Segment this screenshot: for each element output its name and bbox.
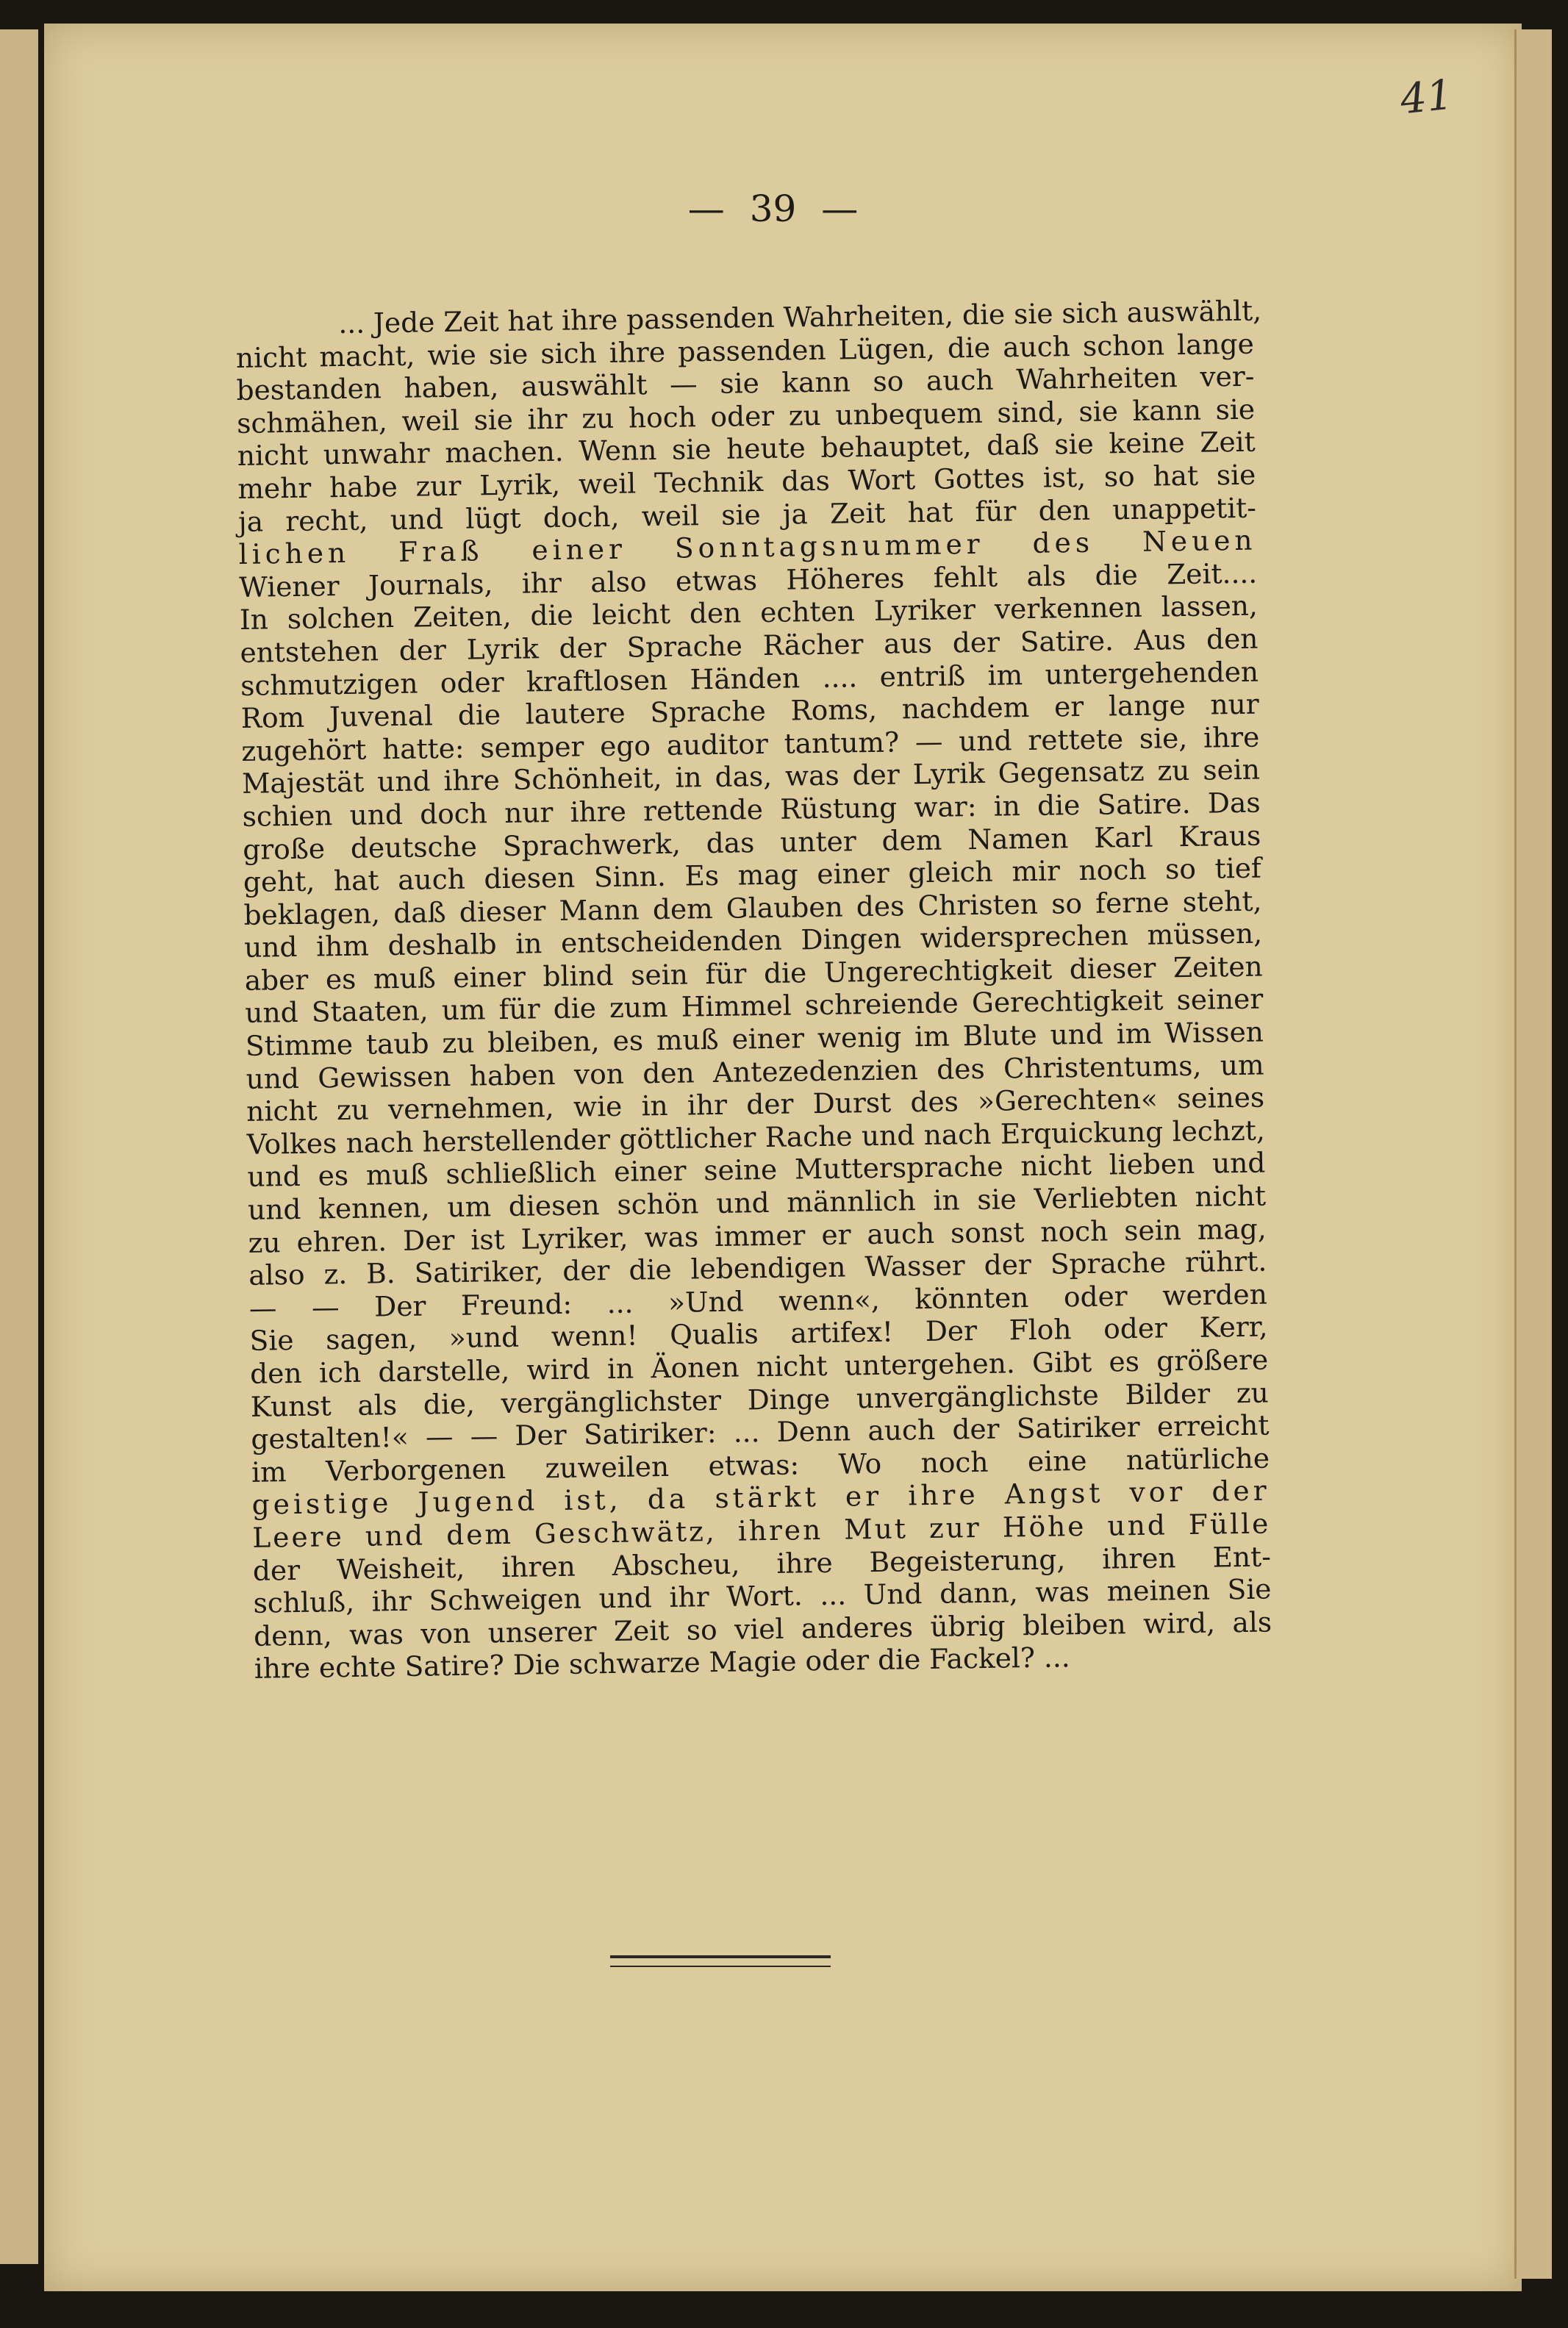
text-line: mehr habe zur Lyrik, weil Technik das Wort Gottes ist, so hat sie: [237, 458, 1256, 505]
text-line: aber es muß einer blind sein für die Ungerechtigkeit dieser Zeiten: [244, 950, 1263, 997]
text-line: im Verborgenen zuweilen etwas: Wo noch eine natürliche: [251, 1441, 1270, 1489]
text-line: Volkes nach herstellender göttlicher Rache und nach Erquickung lechzt,: [246, 1114, 1266, 1161]
text-line: In solchen Zeiten, die leicht den echten Lyriker verkennen lassen,: [239, 589, 1259, 637]
text-line: beklagen, daß dieser Mann dem Glauben des Christen so ferne steht,: [243, 884, 1262, 931]
text-line: ja recht, und lügt doch, weil sie ja Zeit hat für den unappetit-: [237, 491, 1257, 538]
text-line: zu ehren. Der ist Lyriker, was immer er auch sonst noch sein mag,: [248, 1212, 1267, 1259]
text-line: und Gewissen haben von den Antezedenzien des Christentums, um: [246, 1048, 1264, 1095]
text-line: gestalten!« — — Der Satiriker: ... Denn auch der Satiriker erreicht: [251, 1408, 1270, 1456]
text-line: Sie sagen, »und wenn! Qualis artifex! Der Floh oder Kerr,: [249, 1310, 1268, 1358]
page-number-dash-right: —: [821, 187, 859, 230]
text-line: und kennen, um diesen schön und männlich in sie Verliebten nicht: [247, 1179, 1267, 1226]
text-line: lichen Fraß einer Sonntagsnummer des Neuen: [238, 523, 1257, 571]
text-line: bestanden haben, auswählt — sie kann so auch Wahrheiten ver-: [236, 359, 1255, 407]
text-line: nicht zu vernehmen, wie in ihr der Durst des »Gerechten« seines: [246, 1081, 1265, 1128]
text-line: Rom Juvenal die lautere Sprache Roms, nachdem er lange nur: [240, 687, 1259, 735]
text-line: schmutzigen oder kraftlosen Händen .... entriß im untergehenden: [240, 655, 1259, 702]
text-line: denn, was von unserer Zeit so viel anderes übrig bleiben wird, als: [253, 1605, 1272, 1652]
text-line: entstehen der Lyrik der Sprache Rächer aus der Satire. Aus den: [240, 622, 1259, 669]
text-line: geht, hat auch diesen Sinn. Es mag einer gleich mir noch so tief: [243, 851, 1262, 899]
text-line: nicht unwahr machen. Wenn sie heute behauptet, daß sie keine Zeit: [237, 426, 1256, 473]
page-number-value: 39: [749, 187, 797, 230]
text-line: schluß, ihr Schweigen und ihr Wort. ... Und dann, was meinen Sie: [253, 1572, 1272, 1619]
page-edge-right: [1514, 29, 1552, 2279]
text-line: ihre echte Satire? Die schwarze Magie oder die Fackel? ...: [254, 1641, 1070, 1686]
closing-rule: [610, 1955, 831, 1967]
text-line: und Staaten, um für die zum Himmel schreiende Gerechtigkeit seiner: [245, 983, 1264, 1030]
text-line: zugehört hatte: semper ego auditor tantum? — und rettete sie, ihre: [241, 720, 1260, 767]
text-line: ... Jede Zeit hat ihre passenden Wahrheiten, die sie sich auswählt,: [337, 294, 1262, 340]
text-line: Kunst als die, vergänglichster Dinge unvergänglichste Bilder zu: [250, 1376, 1270, 1423]
text-line: also z. B. Satiriker, der die lebendigen Wasser der Sprache rührt.: [248, 1244, 1267, 1292]
text-line: nicht macht, wie sie sich ihre passenden Lügen, die auch schon lange: [235, 327, 1255, 374]
text-line: schien und doch nur ihre rettende Rüstung war: in die Satire. Das: [242, 786, 1261, 833]
body-text: [235, 295, 1272, 1686]
text-line: Stimme taub zu bleiben, es muß einer wenig im Blute und im Wissen: [245, 1015, 1264, 1062]
page-number: [0, 187, 1557, 230]
text-line: geistige Jugend ist, da stärkt er ihre Angst vor der: [251, 1474, 1270, 1522]
text-line: Wiener Journals, ihr also etwas Höheres fehlt als die Zeit....: [238, 556, 1258, 604]
text-line: der Weisheit, ihren Abscheu, ihre Begeisterung, ihren Ent-: [252, 1540, 1272, 1587]
text-line: schmähen, weil sie ihr zu hoch oder zu unbequem sind, sie kann sie: [236, 393, 1256, 440]
text-line: — — Der Freund: ... »Und wenn«, könnten oder werden: [248, 1278, 1268, 1325]
handwritten-folio-number: 41: [1397, 71, 1456, 124]
text-line: Leere und dem Geschwätz, ihren Mut zur Höhe und Fülle: [252, 1507, 1271, 1554]
text-line: und ihm deshalb in entscheidenden Dingen widersprechen müssen,: [243, 917, 1263, 964]
text-line: und es muß schließlich einer seine Muttersprache nicht lieben und: [247, 1146, 1266, 1194]
text-line: große deutsche Sprachwerk, das unter dem Namen Karl Kraus: [242, 819, 1261, 866]
page-number-dash-left: —: [687, 187, 725, 230]
text-line: den ich darstelle, wird in Äonen nicht untergehen. Gibt es größere: [249, 1343, 1269, 1390]
facing-page-edge: [0, 29, 38, 2264]
text-line: Majestät und ihre Schönheit, in das, was der Lyrik Gegensatz zu sein: [241, 753, 1261, 801]
